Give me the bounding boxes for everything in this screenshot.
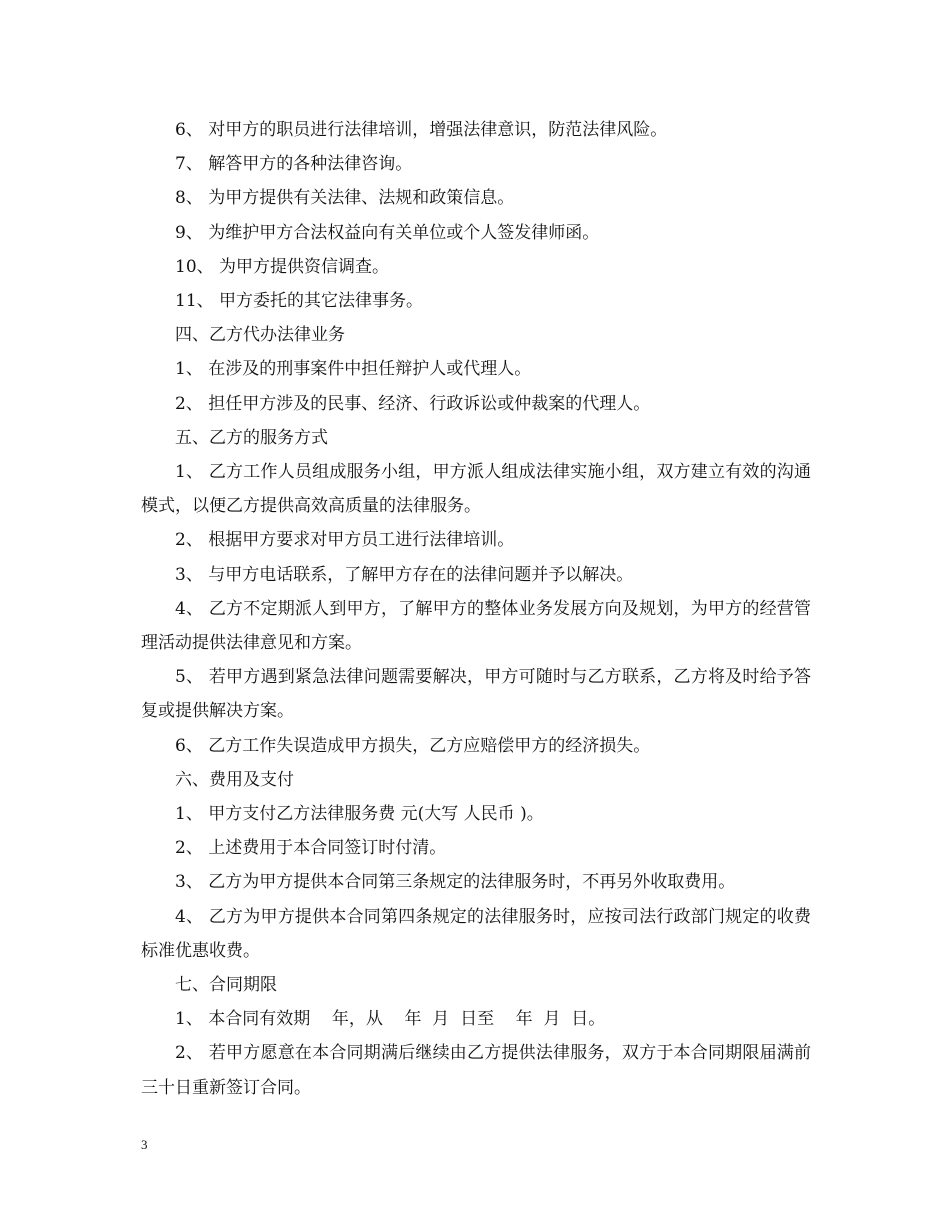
paragraph-23: 1、 本合同有效期 年，从 年 月 日至 年 月 日。 — [175, 1009, 606, 1030]
paragraph-19: 2、 上述费用于本合同签订时付清。 — [175, 838, 447, 859]
paragraph-20: 3、 乙方为甲方提供本合同第三条规定的法律服务时，不再另外收取费用。 — [175, 872, 736, 893]
paragraph-2: 7、 解答甲方的各种法律咨询。 — [175, 154, 413, 175]
page-number: 3 — [141, 1137, 148, 1152]
document-body — [141, 113, 811, 1105]
paragraph-8: 1、 在涉及的刑事案件中担任辩护人或代理人。 — [175, 359, 532, 380]
paragraph-11: 1、 乙方工作人员组成服务小组，甲方派人组成法律实施小组，双方建立有效的沟通模式，以便乙方提供高效高质量的法律服务。 — [141, 462, 811, 517]
paragraph-9: 2、 担任甲方涉及的民事、经济、行政诉讼或仲裁案的代理人。 — [175, 393, 651, 414]
paragraph-4: 9、 为维护甲方合法权益向有关单位或个人签发律师函。 — [175, 222, 600, 243]
paragraph-14: 4、 乙方不定期派人到甲方，了解甲方的整体业务发展方向及规划，为甲方的经营管理活动提供法律意见和方案。 — [141, 598, 811, 654]
paragraph-16: 6、 乙方工作失误造成甲方损失，乙方应赔偿甲方的经济损失。 — [175, 735, 651, 756]
paragraph-24: 2、 若甲方愿意在本合同期满后继续由乙方提供法律服务，双方于本合同期限届满前三十日重新签订合同。 — [141, 1043, 811, 1098]
section-heading-6: 六、费用及支付 — [175, 769, 294, 790]
paragraph-1: 6、 对甲方的职员进行法律培训，增强法律意识，防范法律风险。 — [175, 120, 668, 140]
section-heading-4: 四、乙方代办法律业务 — [175, 325, 345, 346]
paragraph-5: 10、 为甲方提供资信调查。 — [175, 256, 390, 277]
paragraph-15: 5、 若甲方遇到紧急法律问题需要解决，甲方可随时与乙方联系，乙方将及时给予答复或提供解决方案。 — [141, 667, 811, 722]
paragraph-3: 8、 为甲方提供有关法律、法规和政策信息。 — [175, 188, 515, 209]
paragraph-6: 11、 甲方委托的其它法律事务。 — [175, 291, 424, 312]
paragraph-12: 2、 根据甲方要求对甲方员工进行法律培训。 — [175, 530, 515, 551]
section-heading-7: 七、合同期限 — [175, 975, 277, 996]
section-heading-5: 五、乙方的服务方式 — [175, 427, 328, 448]
paragraph-21: 4、 乙方为甲方提供本合同第四条规定的法律服务时，应按司法行政部门规定的收费标准优惠收费。 — [141, 906, 811, 961]
paragraph-18: 1、 甲方支付乙方法律服务费 元(大写 人民币 )。 — [175, 804, 544, 825]
paragraph-13: 3、 与甲方电话联系，了解甲方存在的法律问题并予以解决。 — [175, 564, 634, 585]
